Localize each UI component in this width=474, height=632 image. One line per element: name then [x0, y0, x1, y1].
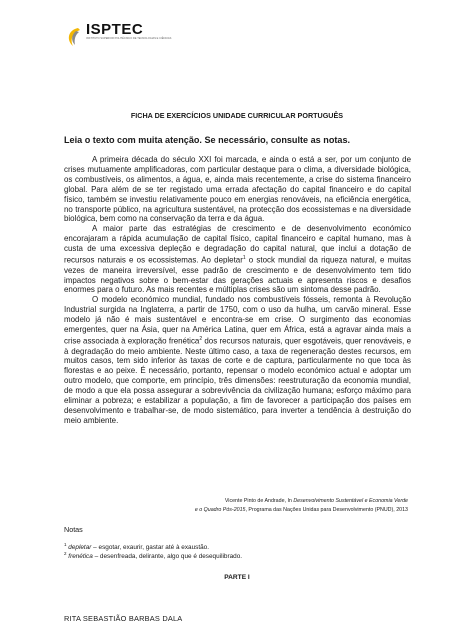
footnote-ref-2: 2: [199, 335, 203, 342]
paragraph-3: O modelo económico mundial, fundado nos combustíveis fósseis, remonta à Revolução Industrial surgida na Inglaterra, a partir de 1750, com o uso da hulha, um carvão mineral. Esse modelo já não é mais sustentável e encontra-se em crise. O surgimento das economias emergentes, quer na Ásia, quer na América Latina, quer em África, está a agravar ainda mais a crise associada à exploração frenética$^2$ dos recursos naturais, quer esgotáveis, quer renováveis, e à degradação do meio ambiente. Neste último caso, a taxa de regeneração destes recursos, em muitos casos, tem sido inferior às taxas de corte e de captura, particularmente no que toca às florestas e ao peixe. É necessário, portanto, repensar o modelo económico actual e adoptar um outro modelo, que comporte, em princípio, três dimensões: reestruturação da economia mundial, de modo a que ela possa assegurar a sobrevivência da civilização humana; esforço máximo para eliminar a pobreza; e estabilizar a população, a fim de favorecer a participação dos países em desenvolvimento e trabalhar-se, de modo sistemático, para inverter a tendência à destruição do meio ambiente.: [64, 295, 411, 425]
paragraph-1: A primeira década do século XXI foi marcada, e ainda o está a ser, por um conjunto de crises mutuamente amplificadoras, com particular destaque para o clima, a diversidade biológica, os combustíveis, os alimentos, a água, e, ainda mais recentemente, a crise do sistema financeiro global. Para além de se ter registado uma errada afectação do capital financeiro e do capital físico, também se investiu relativamente pouco em energias renováveis, na eficiência energética, no transporte público, na agricultura sustentável, na protecção dos ecossistemas e na diversidade biológica, bem como na conservação da terra e da água.: [64, 155, 411, 224]
footnote-ref-1: 1: [242, 255, 246, 262]
paragraph-2: A maior parte das estratégias de crescimento e de desenvolvimento económico encorajaram a rápida acumulação de capital físico, capital financeiro e capital humano, mas à custa de uma excessiva depleção e degradação do capital natural, que inclui a dotação de recursos naturais e os ecossistemas. Ao depletar$^1$ o stock mundial da riqueza natural, e muitas vezes de maneira irreversível, esse padrão de crescimento e de desenvolvimento tem tido impactos negativos sobre o bem-estar das gerações actuais e apresenta riscos e desafios enormes para o futuro. As mais recentes e múltiplas crises são um sintoma desse padrão.: [64, 224, 411, 295]
citation-line-2: e o Quadro Pós-2015, Programa das Nações Unidas para Desenvolvimento (PNUD), 2013: [194, 507, 408, 513]
footer-author: RITA SEBASTIÃO BARBAS DALA: [64, 614, 183, 623]
document-heading: FICHA DE EXERCÍCIOS UNIDADE CURRICULAR PORTUGUÊS: [130, 111, 344, 120]
article-body: [64, 155, 411, 426]
note-item: $^2$ frenética – desenfreada, delirante, algo que é desequilibrado.: [64, 551, 243, 561]
section-label: PARTE I: [224, 574, 250, 581]
notes-title: Notas: [64, 525, 83, 534]
logo-text: ISPTEC: [86, 21, 144, 38]
note-item: $^1$ depletar – esgotar, exaurir, gastar até à exaustão.: [64, 542, 209, 552]
logo-subtitle: INSTITUTO SUPERIOR POLITÉCNICO DE TECNOLOGIAS E CIÊNCIAS: [86, 37, 172, 40]
citation-line-1: Vicente Pinto de Andrade, In Desenvolvimento Sustentável e Economia Verde: [224, 498, 408, 504]
instruction-text: Leia o texto com muita atenção. Se necessário, consulte as notas.: [64, 135, 351, 145]
